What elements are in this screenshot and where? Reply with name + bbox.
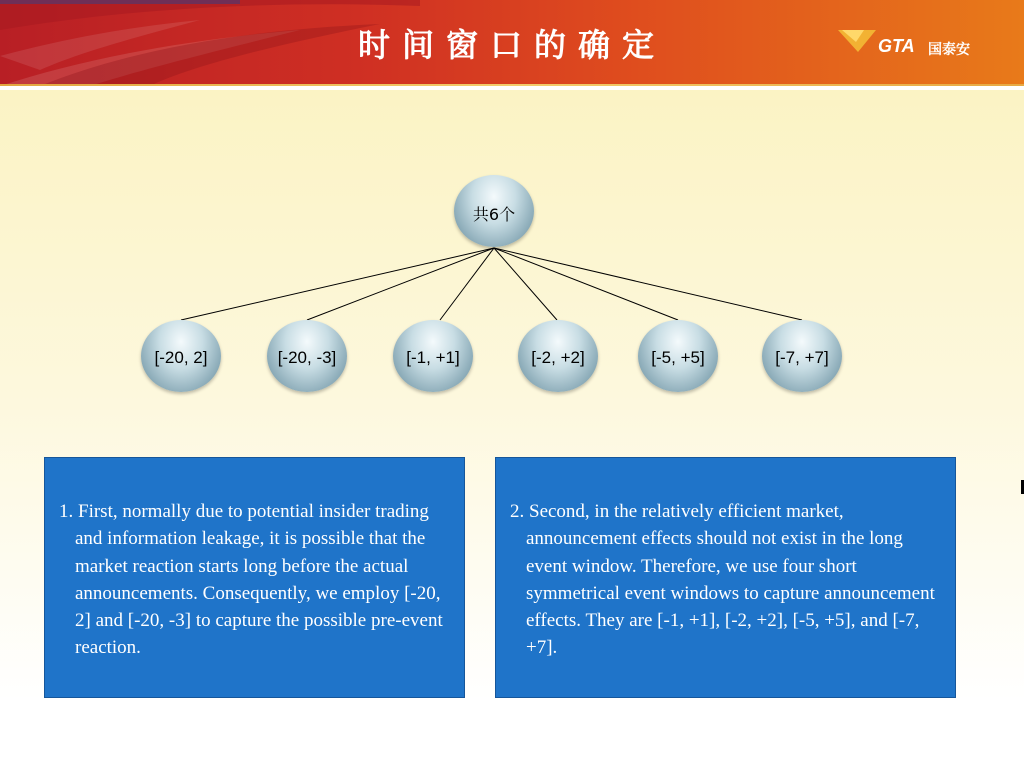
window-node-label: [-20, -3] [277,348,337,367]
root-node [454,175,534,247]
window-node-label: [-2, +2] [531,348,585,367]
connector-line [494,248,678,320]
window-node-label: [-5, +5] [651,348,705,367]
window-node [638,320,718,392]
window-node [762,320,842,392]
connector-line [494,248,802,320]
window-node [518,320,598,392]
window-node-label: [-1, +1] [406,348,460,367]
window-node [141,320,221,392]
connector-line [494,248,557,320]
connector-line [307,248,494,320]
page-title: 时间窗口的确定 [357,26,666,64]
window-node [267,320,347,392]
connector-line [181,248,494,320]
logo-text: GTA [878,36,915,56]
window-node [393,320,473,392]
window-node-label: [-20, 2] [154,348,208,367]
root-node-label: 共6个 [472,204,516,224]
explanation-box-pre-event [44,457,465,698]
explanation-box-announcement [495,457,956,698]
logo-chinese-text: 国泰安 [928,42,970,58]
explanation-text: 2. Second, in the relatively efficient market, announcement effects should not exist in the long event window. Therefore, we use four short symmetrical event windows to capture announcement effects. They are [-1, +1], [-2, +2], [-5, +5], and [-7, +7]. [510,501,935,659]
window-node-label: [-7, +7] [775,348,829,367]
explanation-text: 1. First, normally due to potential insider trading and information leakage, it is possible that the market reaction starts long before the actual announcements. Consequently, we employ [-20, 2] and [-20, -3] to capture the possible pre-event reaction. [59,501,443,659]
